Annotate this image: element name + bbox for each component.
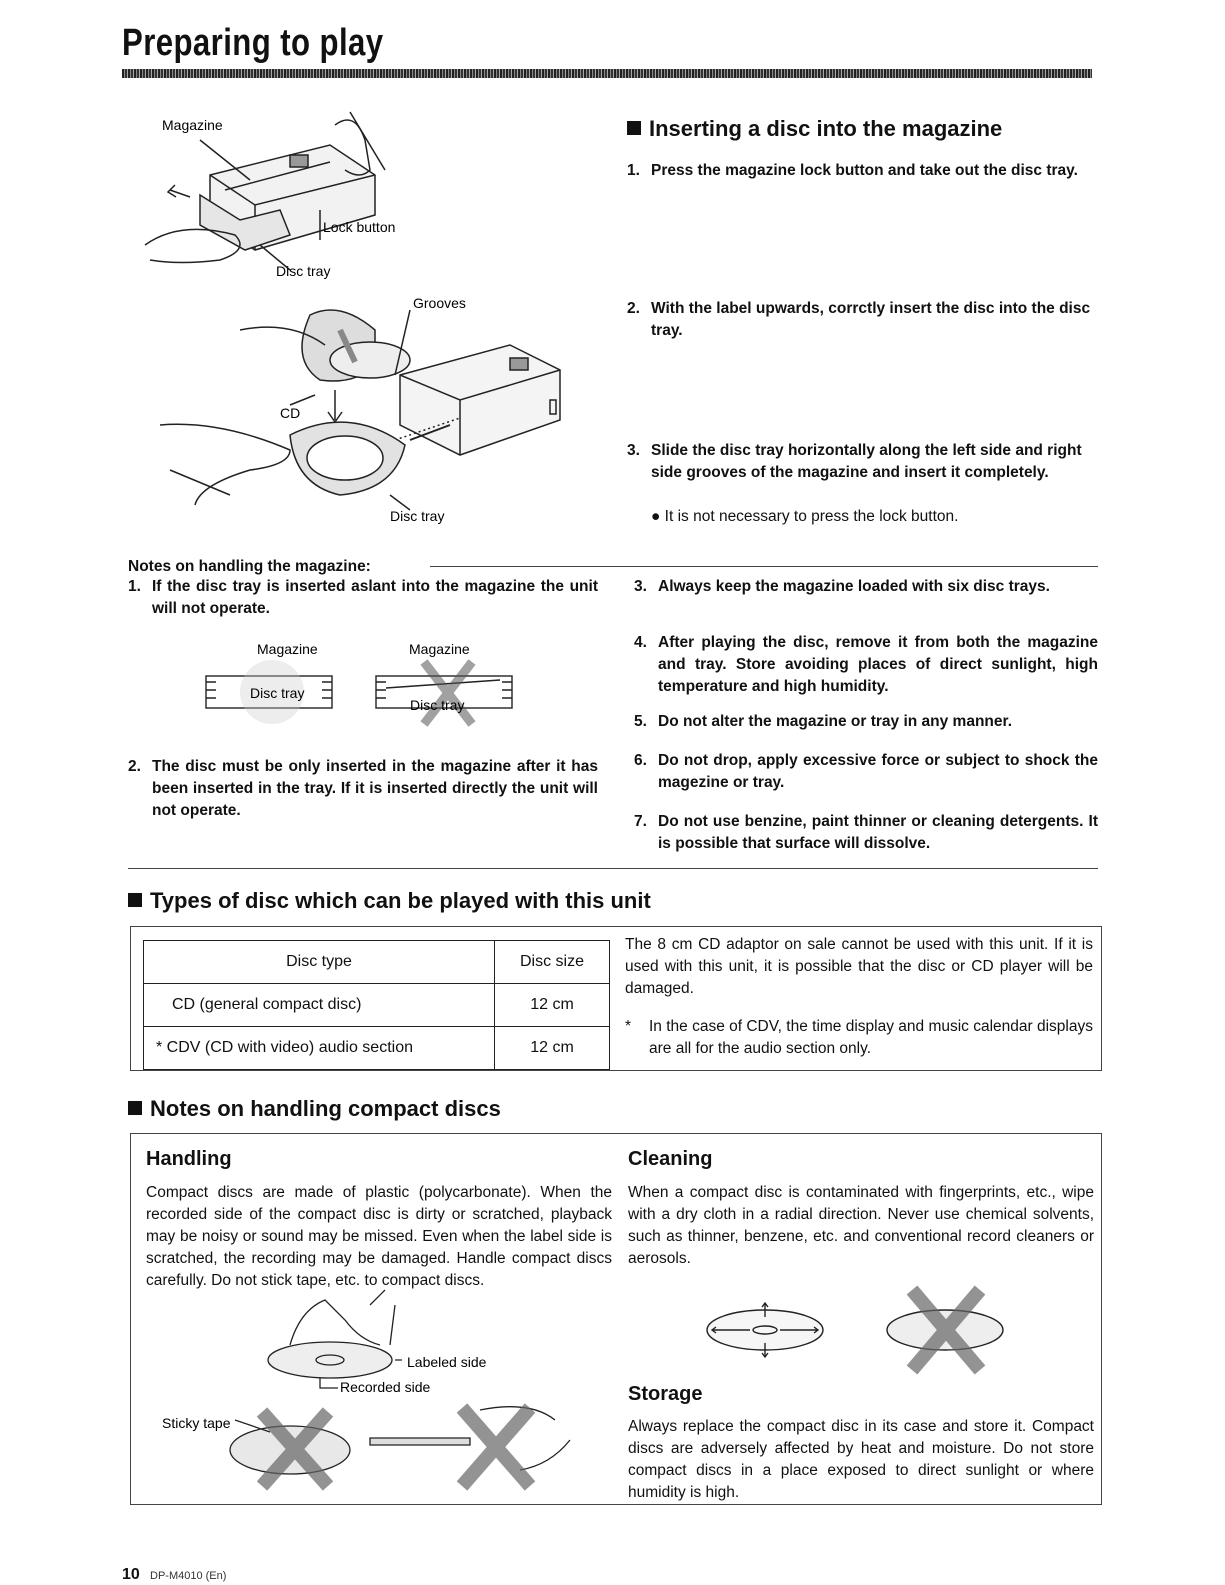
notes-magazine-item-5: 5. Do not alter the magazine or tray in any manner. [634,713,1013,730]
x-mark-icon [424,662,472,724]
storage-title: Storage [628,1383,703,1405]
section-heading-types: Types of disc which can be played with this unit [128,888,651,914]
handling-title: Handling [146,1148,232,1170]
model-code: DP-M4010 (En) [150,1570,227,1582]
magazine-label-b: Magazine [409,641,470,657]
disc-tray-label-a: Disc tray [250,685,305,701]
disc-tray-label-b: Disc tray [410,697,465,713]
square-bullet-icon [627,121,641,135]
storage-text: Always replace the compact disc in its case and store it. Compact discs are adversely affected by heat and moisture. Do not store compact discs in a place exposed to direct sunlight or where humidity is high. [628,1418,1094,1501]
cleaning-title: Cleaning [628,1148,713,1170]
labeled-side-label: Labeled side [407,1354,487,1370]
notes-magazine-item-3: 3. Always keep the magazine loaded with six disc trays. [634,578,1050,595]
page-title: Preparing to play [122,22,384,64]
inserting-step-1: 1. Press the magazine lock button and take out the disc tray. [627,162,1078,179]
page-number: 10 [122,1566,140,1583]
magazine-illustration [140,100,590,530]
lock-button-label: Lock button [323,219,396,235]
disc-tray-label: Disc tray [276,263,331,279]
col-disc-size: Disc size [495,941,610,984]
x-mark-icon [462,1408,530,1486]
disc-handling-illustration [140,1290,620,1500]
notes-magazine-item-7: 7. Do not use benzine, paint thinner or cleaning detergents. It is possible that surface will dissolve. [634,813,1098,852]
disc-type-table [143,940,610,1070]
inserting-step-2: 2. With the label upwards, corrctly insert the disc into the disc tray. [627,300,1091,339]
section-heading-inserting: Inserting a disc into the magazine [627,116,1002,142]
magazine-label-a: Magazine [257,641,318,657]
notes-magazine-item-4: 4. After playing the disc, remove it from both the magazine and tray. Store avoiding places of direct sunlight, high temperature and high humidity. [634,634,1098,695]
notes-magazine-item-2: 2. The disc must be only inserted in the magazine after it has been inserted in the tray. If it is inserted directly the unit will not operate. [128,758,598,819]
cleaning-text: When a compact disc is contaminated with fingerprints, etc., wipe with a dry cloth in a radial direction. Never use chemical solvents, such as thinner, benzene, etc. and conventional record cleaners or aerosols. [628,1184,1094,1267]
disc-size-cell: 12 cm [495,1027,610,1070]
disc-size-cell: 12 cm [495,984,610,1027]
grooves-label: Grooves [413,295,466,311]
title-underline [122,69,1092,78]
magazine-label: Magazine [162,117,223,133]
dot-bullet-icon: ● [651,508,665,525]
sticky-tape-label: Sticky tape [162,1415,231,1431]
section-heading-cd-notes: Notes on handling compact discs [128,1096,501,1122]
cd-label: CD [280,405,301,421]
notes-magazine-item-6: 6. Do not drop, apply excessive force or subject to shock the magezine or tray. [634,752,1098,791]
square-bullet-icon [128,1101,142,1115]
handling-text: Compact discs are made of plastic (polycarbonate). When the recorded side of the compact disc is dirty or scratched, playback may be noisy or sound may be missed. Even when the label side is scratched, the recording may be damaged. Handle compact discs carefully. Do not stick tape, etc. to compact discs. [146,1184,612,1289]
table-row [144,984,610,1027]
inserting-bullet-note: ● It is not necessary to press the lock button. [651,508,959,525]
table-header-row [144,941,610,984]
square-bullet-icon [128,893,142,907]
types-note-adaptor: The 8 cm CD adaptor on sale cannot be used with this unit. If it is used with this unit, it is possible that the disc or CD player will be damaged. [625,936,1093,997]
types-note-cdv: * In the case of CDV, the time display and music calendar displays are all for the audio section only. [625,1018,1093,1057]
disc-type-cell: * CDV (CD with video) audio section [144,1027,495,1070]
divider [128,868,1098,869]
notes-magazine-item-1: 1. If the disc tray is inserted aslant into the magazine the unit will not operate. [128,578,598,617]
col-disc-type: Disc type [144,941,495,984]
disc-type-cell: CD (general compact disc) [144,984,495,1027]
inserting-step-3: 3. Slide the disc tray horizontally along the left side and right side grooves of the magazine and insert it completely. [627,442,1082,481]
divider [430,566,1098,567]
recorded-side-label: Recorded side [340,1379,431,1395]
table-row [144,1027,610,1070]
cleaning-illustration [700,1285,1020,1375]
disc-tray-label-2: Disc tray [390,508,445,524]
aslant-tray-illustration [200,640,520,740]
notes-magazine-heading: Notes on handling the magazine: [128,558,371,575]
